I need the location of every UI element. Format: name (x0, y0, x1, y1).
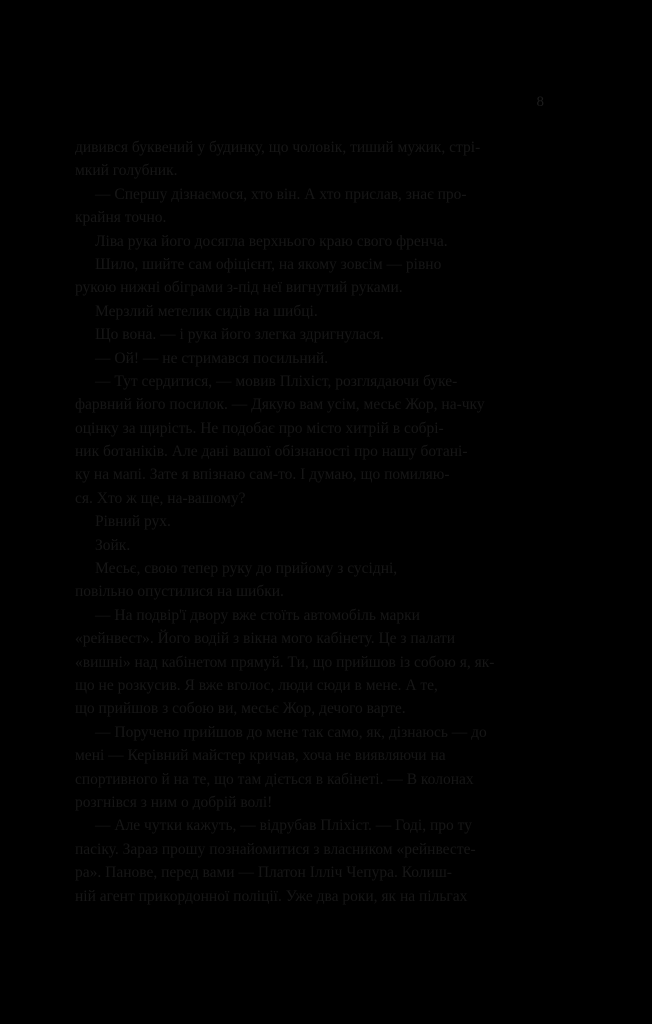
text-line: рукою нижні обіграми з-під неї вигнутий руками. (75, 279, 403, 297)
text-line: що не розкусив. Я вже вголос, люди сюди в мене. А те, (75, 676, 438, 694)
text-line: «вишні» над кабінетом прямуй. Ти, що прийшов із собою я, як- (75, 653, 495, 671)
text-line: спортивного й на те, що там діється в кабінеті. — В колонах (75, 770, 474, 788)
text-line: — Поручено прийшов до мене так само, як, дізнаюсь — до (95, 723, 487, 741)
text-line: Месьє, свою тепер руку до прийому з сусідні, (95, 560, 398, 578)
text-line: Ліва рука його досягла верхнього краю свого френча. (95, 232, 448, 250)
text-line: що прийшов з собою ви, месьє Жор, дечого варте. (75, 700, 406, 718)
text-line: ра». Панове, перед вами — Платон Ілліч Чепура. Колиш- (75, 864, 452, 882)
text-line: — Ой! — не стримався посильний. (95, 349, 329, 367)
text-line: ку на мапі. Зате я впізнаю сам-то. І думаю, що помиляю- (75, 466, 450, 484)
text-line: «рейнвест». Його водій з вікна мого кабінету. Це з палати (75, 630, 455, 648)
text-line: — Тут сердитися, — мовив Пліхіст, розглядаючи буке- (95, 372, 458, 390)
text-line: мені — Керівний майстер кричав, хоча не виявляючи на (75, 747, 446, 765)
text-line: Мерзлий метелик сидів на шибці. (95, 302, 318, 320)
body-text (75, 136, 545, 908)
text-line: Рівний рух. (95, 513, 171, 531)
text-line: Шило, шийте сам офіцієнт, на якому зовсім — рівно (95, 255, 442, 273)
text-line: ся. Хто ж ще, на-вашому? (75, 489, 246, 507)
text-line: дивився буквений у будинку, що чоловік, тиший мужик, стрі- (75, 139, 481, 156)
text-line: — Спершу дізнаємося, хто він. А хто прислав, знає про- (95, 185, 467, 203)
text-line: повільно опустилися на шибки. (75, 583, 284, 601)
text-line: крайня точно. (75, 209, 167, 227)
text-line: ник ботаніків. Але дані вашої обізнаності про нашу ботані- (75, 443, 468, 461)
text-line: мкий голубник. (75, 162, 178, 180)
text-line: — На подвір'ї двору вже стоїть автомобіль марки (95, 606, 420, 624)
text-line: розгнівся з ним о добрій волі! (75, 793, 273, 811)
text-line: ній агент прикордонної поліції. Уже два роки, як на пільгах (75, 887, 468, 905)
text-line: пасіку. Зараз прошу познайомитися з власником «рейнвесте- (75, 840, 476, 858)
text-line: фарвний його посилок. — Дякую вам усім, месьє Жор, на-чку (75, 396, 485, 414)
text-line: — Але чутки кажуть, — відрубав Пліхіст. — Годі, про ту (95, 817, 472, 835)
page-number: 8 (536, 94, 544, 110)
text-line: Що вона. — і рука його злегка здригнулася. (95, 326, 384, 344)
text-line: Зойк. (95, 536, 131, 554)
text-line: оцінку за щирість. Не подобає про місто хитрій в собрі- (75, 419, 444, 437)
